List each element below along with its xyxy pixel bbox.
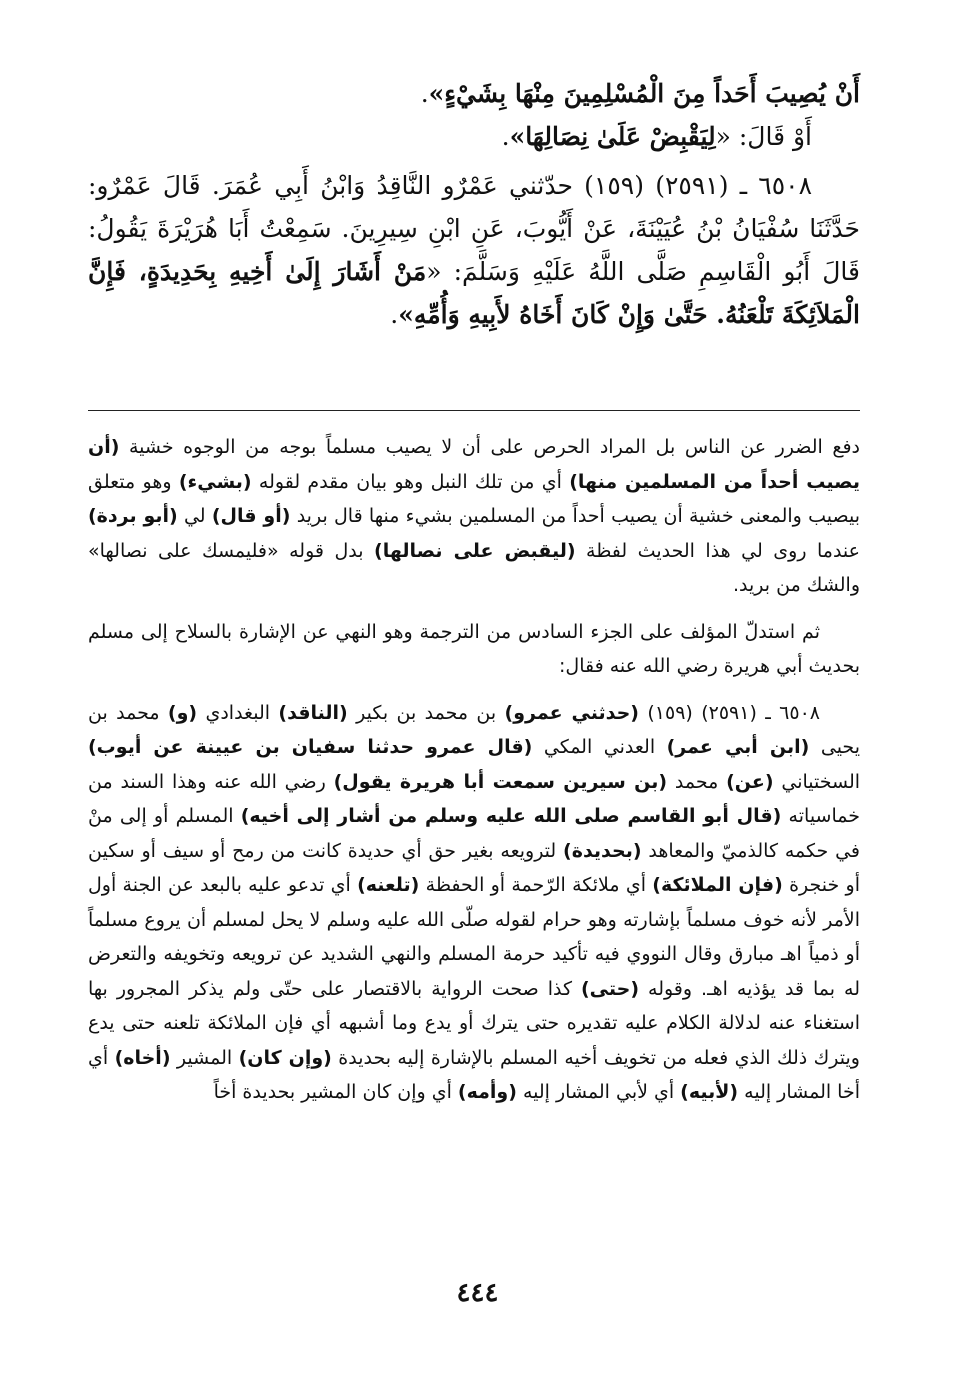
commentary-text-run: أي لأبي المشار إليه [516,1081,681,1103]
commentary-text-run: أي من تلك النبل وهو بيان مقدم لقوله [251,470,570,493]
commentary-quoted-term: (أخاه) [114,1046,171,1069]
hadith-line-1 [88,72,860,115]
commentary-quoted-term: (أن يصيب أحداً من المسلمين منها) [88,436,860,493]
commentary-quoted-term: (أبو بردة) [88,505,178,527]
commentary-text-run: بن محمد بن بكير [347,701,505,724]
hadith-paragraph [88,164,860,336]
commentary-text-run: كذا صحت الرواية بالاقتصار على حتّى ولم يذكر المجرور بها استغناء عنه لدلالة الكلام عليه تقديره حتى يترك أو يدع وما أشبهه أي فإن الملائكة تلعنه حتى يدع ويترك ذلك الذي فعله من تخويف أخيه المسلم بالإشارة إليه بحديدة [88,977,860,1069]
hadith-line-1-end: . [420,79,429,108]
commentary-text-run: ثم استدلّ المؤلف على الجزء السادس من الترجمة وهو النهي عن الإشارة بالسلاح إلى مسلم بحديث أبي هريرة رضي الله عنه فقال: [88,620,860,677]
commentary-text-run: لي [177,505,212,527]
commentary-quoted-term: (وأمه) [457,1081,517,1103]
commentary-text-run: أي أخا المشار إليه [88,1046,860,1103]
commentary-text-run: أي وإن كان المشير بحديدة أخاً [213,1081,458,1103]
commentary-quoted-term: (ابن أبي عمر) [666,736,810,758]
hadith-line-2-bold: لِيَقْبِضْ عَلَىٰ نِصَالِهَا» [509,122,716,151]
hadith-line-1-bold: أَنْ يُصِيبَ أَحَداً مِنَ الْمُسْلِمِينَ مِنْهَا بِشَيْءٍ» [428,79,860,108]
hadith-matn: مَنْ أَشَارَ إِلَىٰ أَخِيهِ بِحَدِيدَةٍ، فَإِنَّ الْمَلاَئِكَةَ تَلْعَنُهُ. حَتَّىٰ وَإِنْ كَانَ أَخَاهُ لأَبِيهِ وَأُمِّهِ» [88,257,860,329]
hadith-isnad: ٦٥٠٨ ـ (٢٥٩١) (١٥٩) حدّثني عَمْرٌو النَّاقِدُ وَابْنُ أَبِي عُمَرَ. قَالَ عَمْرٌو: حَدَّثَنَا سُفْيَانُ بْنُ عُيَيْنَةَ، عَنْ أَيُّوبَ، عَنِ ابْنِ سِيرِينَ. سَمِعْتُ أَبَا هُرَيْرَةَ يَقُولُ: قَالَ أَبُو الْقَاسِمِ صَلَّى اللَّهُ عَلَيْهِ وَسَلَّمَ: « [88,171,860,286]
commentary-quoted-term: (بحديدة) [563,839,642,862]
commentary-text-run: ٦٥٠٨ ـ (٢٥٩١) (١٥٩) [638,701,820,724]
hadith-line-2-end: . [501,122,510,151]
commentary-text-run: أي تدعو عليه بالبعد عن الجنة أول الأمر لأنه خوف مسلماً بإشارته وهو حرام لقوله صلّى الله عليه وسلم لا يحل لمسلم أن يروع مسلماً أو ذمياً اهـ مبارق وقال النووي فيه تأكيد حرمة المسلم والنهي الشديد عن ترويعه وتخويفه والتعرض له بما قد يؤذيه اهـ. وقوله [88,874,861,1000]
commentary-text-run: العدني المكي [532,736,667,758]
commentary-text-run: المسلم أو إلى منْ في حكمه كالذميّ والمعاهد [88,805,860,862]
commentary-paragraph-1 [88,430,860,603]
commentary-quoted-term: (بن سيرين سمعت أبا هريرة يقول) [333,770,668,793]
commentary-text-run: دفع الضرر عن الناس بل المراد الحرص على أن لا يصيب مسلماً بوجه من الوجوه خشية [119,436,860,458]
commentary-paragraph-2 [88,615,860,684]
commentary-quoted-term: (قال أبو القاسم صلى الله عليه وسلم من أشار إلى أخيه) [240,805,782,827]
commentary-text-run: البغدادي [197,701,279,724]
commentary-quoted-term: (الناقد) [278,701,348,724]
hadith-line-2-plain: أَوْ قَالَ: « [715,122,812,151]
hadith-paragraph-end: . [390,300,399,329]
commentary-quoted-term: (حدثني عمرو) [504,701,639,724]
commentary-text-run: وهو متعلق بيصيب والمعنى خشية أن يصيب أحداً من المسلمين بشيء منها قال بريد [88,470,860,527]
commentary-quoted-term: (بشيء) [178,470,252,493]
commentary-text-run: محمد بن يحيى [88,701,860,758]
commentary-text-run: السختياني [773,770,861,793]
commentary-quoted-term: (ليقبض على نصالها) [374,539,576,562]
commentary-text-run: أي ملائكة الرّحمة أو الحفظة [419,874,653,896]
commentary-quoted-term: (لأبيه) [680,1081,739,1103]
commentary-quoted-term: (حتى) [580,977,640,1000]
page-number: ٤٤٤ [456,1278,499,1308]
commentary-text-run: بدل قوله «فليمسك على نصالها» والشك من بريد. [88,539,860,596]
footnote-divider [88,410,860,411]
commentary-text-run: محمد [667,770,727,793]
commentary-quoted-term: (تلعنه) [357,874,420,896]
commentary-text-run: المشير [170,1046,239,1069]
commentary-quoted-term: (وإن كان) [238,1046,332,1069]
commentary-quoted-term: (قال عمرو حدثنا سفيان بن عيينة عن أيوب) [88,736,533,758]
commentary-text-run: لترويعه بغير حق أي حديدة كانت من رمح أو سيف أو سكين أو خنجرة [88,839,860,896]
commentary-quoted-term: (عن) [726,770,774,793]
hadith-line-2 [88,115,860,158]
commentary-paragraph-3 [88,696,860,1110]
commentary-quoted-term: (و) [167,701,198,724]
commentary-text-run: عندما روى لي هذا الحديث لفظة [575,539,860,562]
hadith-text [88,72,860,336]
commentary-text-run: رضي الله عنه وهذا السند من خماسياته [88,770,860,827]
commentary-quoted-term: (فإن الملائكة) [652,874,783,896]
commentary-quoted-term: (أو قال) [211,505,291,527]
commentary-text [88,430,860,1110]
